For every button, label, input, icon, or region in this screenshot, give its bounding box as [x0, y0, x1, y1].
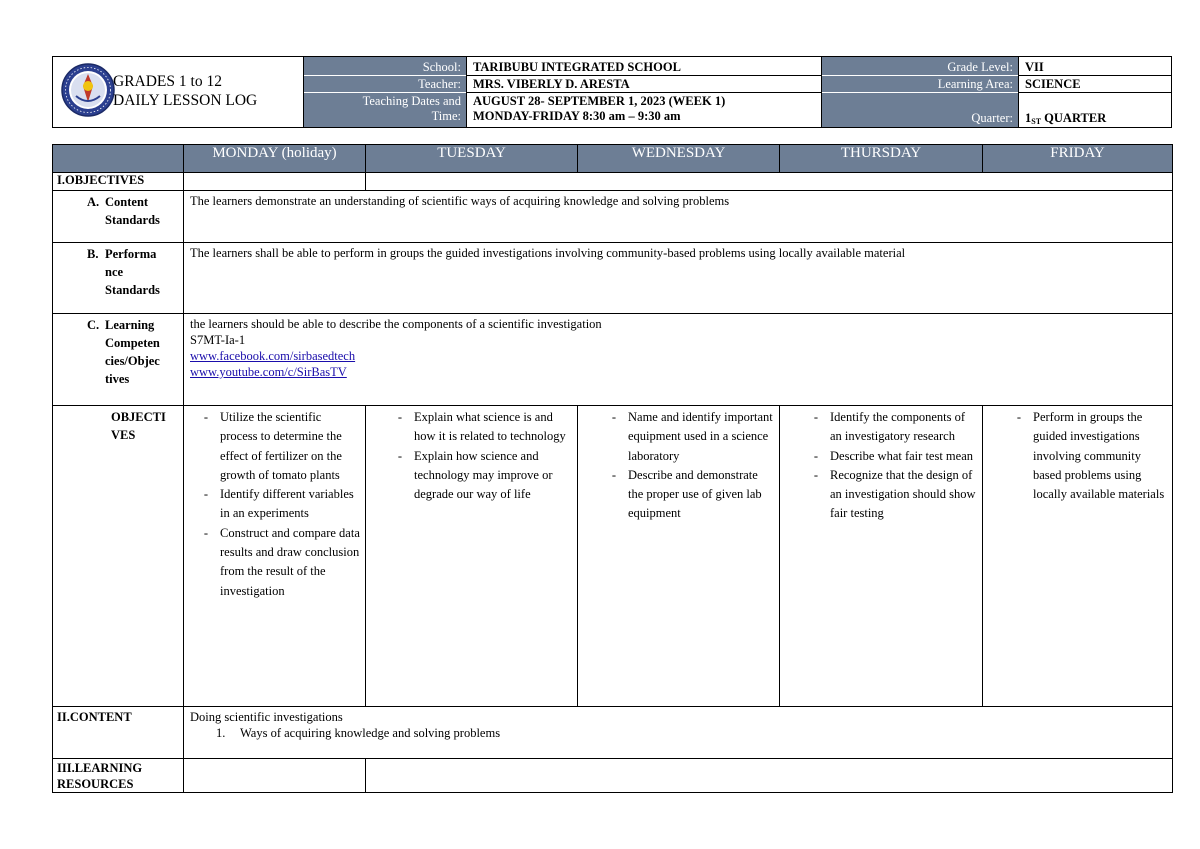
quarter-label: Quarter: — [822, 93, 1018, 127]
objective-item — [600, 408, 775, 466]
objective-item — [192, 524, 361, 601]
content-item-text: Ways of acquiring knowledge and solving problems — [240, 726, 501, 740]
teaching-dates-value-line-2: MONDAY-FRIDAY 8:30 am – 9:30 am — [473, 109, 681, 123]
objective-text: Construct and compare data results and draw conclusion from the result of the investigation — [220, 525, 360, 598]
content-standards-text: The learners demonstrate an understanding of scientific ways of acquiring knowledge and solving problems — [184, 191, 1173, 243]
facebook-link[interactable]: www.facebook.com/sirbasedtech — [190, 349, 356, 363]
content-standards-label-line-2: Standards — [105, 213, 160, 227]
objective-item — [386, 447, 573, 505]
objectives-friday — [983, 406, 1173, 707]
learning-area-label: Learning Area: — [822, 76, 1018, 93]
content-section-label: II.CONTENT — [53, 707, 184, 759]
teacher-label: Teacher: — [304, 76, 466, 93]
objectives-label-line-1: OBJECTI — [111, 410, 166, 424]
dash-bullet: - — [397, 448, 403, 463]
learning-competencies-letter: C. — [87, 318, 100, 332]
performance-standards-label-line-1: Performa — [105, 247, 157, 261]
learning-competencies-label-line-4: tives — [105, 372, 130, 386]
objective-text: Utilize the scientific process to determine the effect of fertilizer on the growth of tomato plants — [220, 410, 342, 482]
dash-bullet: - — [1016, 410, 1022, 424]
dash-bullet: - — [203, 525, 209, 540]
lesson-log-table — [52, 144, 1173, 793]
objectives-label-line-2: VES — [111, 428, 136, 442]
school-label: School: — [304, 57, 466, 76]
dash-bullet: - — [203, 487, 209, 502]
teacher-value: MRS. VIBERLY D. ARESTA — [466, 76, 822, 93]
youtube-link[interactable]: www.youtube.com/c/SirBasTV — [190, 365, 347, 379]
objectives-monday — [184, 406, 366, 707]
content-standards-row — [53, 191, 1173, 243]
quarter-word: QUARTER — [1041, 111, 1107, 125]
day-thursday: THURSDAY — [780, 145, 983, 173]
objective-item — [600, 466, 775, 524]
dash-bullet: - — [611, 467, 617, 482]
learning-competencies-label — [53, 314, 184, 406]
objective-item — [802, 466, 978, 524]
teaching-dates-value-line-1: AUGUST 28- SEPTEMBER 1, 2023 (WEEK 1) — [473, 94, 726, 108]
learning-resources-row — [53, 759, 1173, 793]
objective-item — [1005, 408, 1170, 504]
brand-line-1: GRADES 1 to 12 — [113, 73, 222, 90]
content-standards-label-line-1: Content — [105, 195, 149, 209]
objectives-section-rest — [366, 173, 1173, 191]
dash-bullet: - — [611, 410, 617, 424]
objective-item — [802, 408, 978, 447]
learning-competencies-row — [53, 314, 1173, 406]
performance-standards-label-line-2: nce — [105, 265, 124, 279]
learning-competencies-label-line-3: cies/Objec — [105, 354, 160, 368]
days-header-row — [53, 145, 1173, 173]
teaching-dates-label-line-2: Time: — [431, 109, 461, 123]
objective-item — [386, 408, 573, 447]
corner-cell — [53, 145, 184, 173]
teaching-dates-value — [466, 93, 822, 127]
objectives-section-label: I.OBJECTIVES — [53, 173, 184, 191]
brand-title — [113, 72, 257, 110]
objectives-wednesday — [578, 406, 780, 707]
dash-bullet: - — [203, 410, 209, 424]
day-tuesday: TUESDAY — [366, 145, 578, 173]
objectives-label — [53, 406, 184, 707]
content-standards-letter: A. — [87, 195, 100, 209]
learning-resources-label — [53, 759, 184, 793]
brand-block — [53, 57, 304, 127]
dll-header — [52, 56, 1172, 128]
grade-level-value: VII — [1018, 57, 1171, 76]
learning-competencies-cell — [184, 314, 1173, 406]
objective-item — [192, 485, 361, 524]
objectives-section-row — [53, 173, 1173, 191]
quarter-number: 1 — [1025, 111, 1032, 125]
performance-standards-label — [53, 243, 184, 314]
content-standards-label — [53, 191, 184, 243]
content-title: Doing scientific investigations — [190, 710, 343, 724]
performance-standards-label-line-3: Standards — [105, 283, 160, 297]
learning-resources-label-line-1: III.LEARNING — [57, 761, 143, 775]
learning-resources-monday — [184, 759, 366, 793]
objective-text: Identify different variables in an experiments — [220, 487, 354, 521]
objectives-row — [53, 406, 1173, 707]
objectives-tuesday — [366, 406, 578, 707]
content-cell — [184, 707, 1173, 759]
dash-bullet: - — [813, 448, 819, 463]
brand-line-2: DAILY LESSON LOG — [113, 92, 258, 109]
performance-standards-letter: B. — [87, 247, 99, 261]
header-info-grid — [304, 57, 1171, 127]
performance-standards-text: The learners shall be able to perform in groups the guided investigations involving community-based problems using locally available material — [184, 243, 1173, 314]
content-row — [53, 707, 1173, 759]
objective-text: Recognize that the design of an investigation should show fair testing — [830, 467, 976, 521]
learning-competencies-text: the learners should be able to describe the components of a scientific investigation — [190, 317, 602, 331]
deped-seal-icon — [60, 62, 116, 118]
objective-text: Explain what science is and how it is related to technology — [414, 410, 566, 444]
objective-text: Identify the components of an investigatory research — [830, 410, 966, 444]
quarter-value — [1018, 93, 1171, 127]
objective-text: Name and identify important equipment used in a science laboratory — [628, 410, 773, 463]
objective-text: Explain how science and technology may improve or degrade our way of life — [414, 448, 553, 502]
objective-item — [802, 447, 978, 466]
day-friday: FRIDAY — [983, 145, 1173, 173]
learning-resources-label-line-2: RESOURCES — [57, 777, 134, 791]
dash-bullet: - — [397, 410, 403, 424]
objective-text: Describe and demonstrate the proper use of given lab equipment — [628, 467, 762, 521]
objective-text: Perform in groups the guided investigations involving community based problems using locally available materials — [1033, 410, 1165, 502]
quarter-ordinal: ST — [1031, 117, 1042, 126]
school-value: TARIBUBU INTEGRATED SCHOOL — [466, 57, 822, 76]
teaching-dates-label-line-1: Teaching Dates and — [362, 94, 461, 108]
objectives-thursday — [780, 406, 983, 707]
content-list-item — [190, 725, 1166, 741]
learning-competencies-label-line-2: Competen — [105, 336, 160, 350]
performance-standards-row — [53, 243, 1173, 314]
learning-competencies-label-line-1: Learning — [105, 318, 155, 332]
dash-bullet: - — [813, 467, 819, 482]
teaching-dates-label — [304, 93, 466, 127]
objective-item — [192, 408, 361, 485]
grade-level-label: Grade Level: — [822, 57, 1018, 76]
competency-code: S7MT-Ia-1 — [190, 333, 246, 347]
dash-bullet: - — [813, 410, 819, 424]
day-monday: MONDAY (holiday) — [184, 145, 366, 173]
learning-resources-rest — [366, 759, 1173, 793]
objectives-section-monday — [184, 173, 366, 191]
content-item-number: 1. — [216, 726, 226, 740]
objective-text: Describe what fair test mean — [830, 448, 973, 463]
learning-area-value: SCIENCE — [1018, 76, 1171, 93]
day-wednesday: WEDNESDAY — [578, 145, 780, 173]
